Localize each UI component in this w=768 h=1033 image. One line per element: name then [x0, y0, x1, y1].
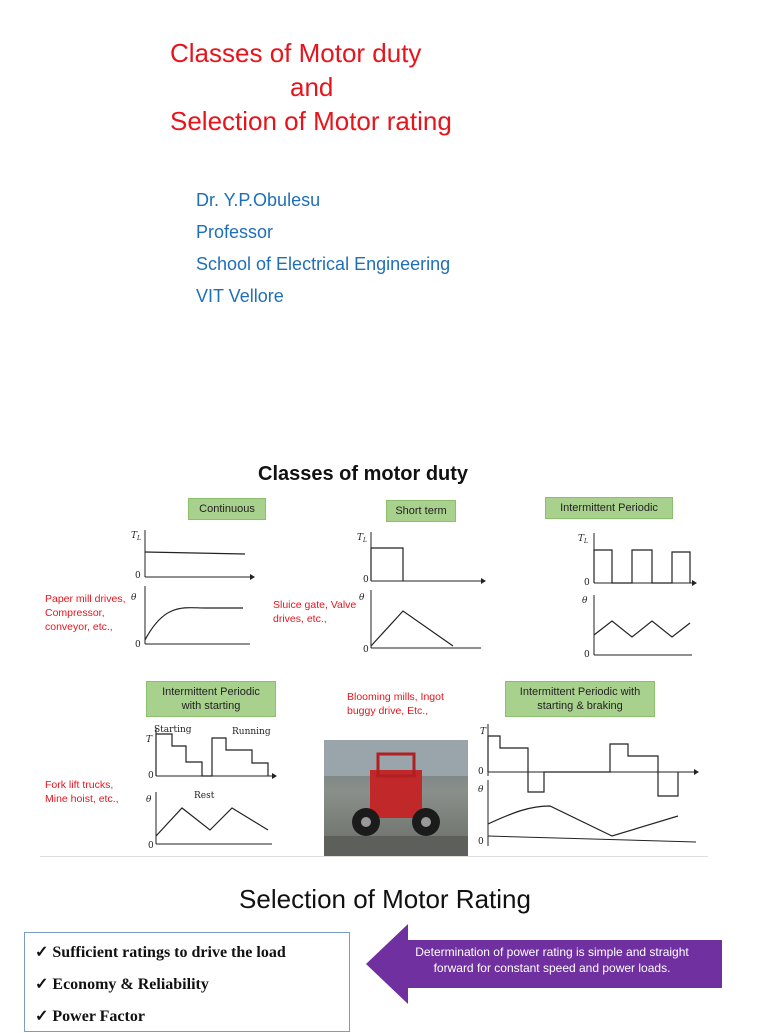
- svg-text:T: T: [146, 735, 153, 745]
- graph-continuous: [125, 522, 265, 650]
- checklist-item-text: Economy & Reliability: [52, 976, 209, 993]
- author-role: Professor: [196, 222, 274, 242]
- svg-text:0: 0: [363, 575, 369, 585]
- svg-text:0: 0: [135, 571, 141, 581]
- title-line-2: and: [290, 72, 334, 102]
- svg-text:0: 0: [363, 645, 369, 654]
- title-line-1: Classes of Motor duty: [170, 38, 422, 68]
- example-continuous: Paper mill drives, Compressor, conveyor, etc.,: [45, 593, 126, 633]
- svg-text:TL: $T_L$: [357, 533, 367, 544]
- svg-text:0: 0: [148, 841, 154, 851]
- example-intermittent-braking: Blooming mills, Ingot buggy drive, Etc.,: [347, 691, 444, 717]
- label-continuous: Continuous: [188, 498, 266, 520]
- checklist-item: ✓ Power Factor: [35, 1008, 145, 1025]
- svg-text:0: 0: [478, 837, 484, 847]
- svg-text:θ: θ: [146, 795, 152, 805]
- section-divider: [40, 856, 708, 857]
- checklist-item-text: Sufficient ratings to drive the load: [52, 944, 286, 961]
- author-school: School of Electrical Engineering: [196, 254, 451, 274]
- graph-short-term: [353, 526, 493, 654]
- graph-intermittent-starting: [142, 718, 292, 854]
- svg-text:0: 0: [135, 640, 141, 650]
- author-block: [196, 184, 556, 312]
- svg-text:0: 0: [148, 771, 154, 781]
- svg-text:θ: θ: [359, 593, 365, 603]
- label-running: Running: [232, 727, 271, 737]
- svg-text:TL: $T_L$: [131, 531, 141, 542]
- svg-text:T: T: [480, 727, 487, 737]
- svg-text:θ: θ: [478, 785, 484, 795]
- svg-text:θ: θ: [582, 596, 588, 606]
- classes-heading: Classes of motor duty: [258, 463, 469, 485]
- selection-checklist: [24, 932, 350, 1032]
- label-starting: Starting: [154, 725, 192, 735]
- checklist-item: ✓ Sufficient ratings to drive the load: [35, 944, 286, 961]
- svg-text:0: 0: [478, 767, 484, 777]
- title-line-3: Selection of Motor rating: [170, 106, 452, 136]
- graph-intermittent-braking: [474, 716, 708, 856]
- label-short-term: Short term: [386, 500, 456, 522]
- buggy-icon: [324, 740, 468, 856]
- example-short-term: Sluice gate, Valve drives, etc.,: [273, 599, 357, 625]
- svg-text:θ: θ: [131, 593, 137, 603]
- svg-text:0: 0: [584, 578, 590, 588]
- label-intermittent-periodic: Intermittent Periodic: [545, 497, 673, 519]
- label-intermittent-starting-braking: Intermittent Periodic with starting & braking: [505, 681, 655, 717]
- svg-text:0: 0: [584, 650, 590, 660]
- callout-text: Determination of power rating is simple and straight forward for constant speed and power loads.: [415, 945, 689, 975]
- graph-intermittent-periodic: [572, 525, 702, 665]
- author-institute: VIT Vellore: [196, 286, 284, 306]
- author-name: Dr. Y.P.Obulesu: [196, 190, 321, 210]
- selection-heading: Selection of Motor Rating: [239, 884, 531, 914]
- checklist-item: ✓ Economy & Reliability: [35, 976, 209, 993]
- slide-title: [170, 36, 570, 138]
- example-intermittent-starting: Fork lift trucks, Mine hoist, etc.,: [45, 779, 119, 805]
- label-intermittent-starting: Intermittent Periodic with starting: [146, 681, 276, 717]
- label-rest: Rest: [194, 791, 215, 801]
- svg-text:TL: $T_L$: [578, 534, 588, 545]
- vehicle-photo: [324, 740, 468, 856]
- checklist-item-text: Power Factor: [52, 1008, 145, 1025]
- callout-arrow: [366, 924, 722, 1004]
